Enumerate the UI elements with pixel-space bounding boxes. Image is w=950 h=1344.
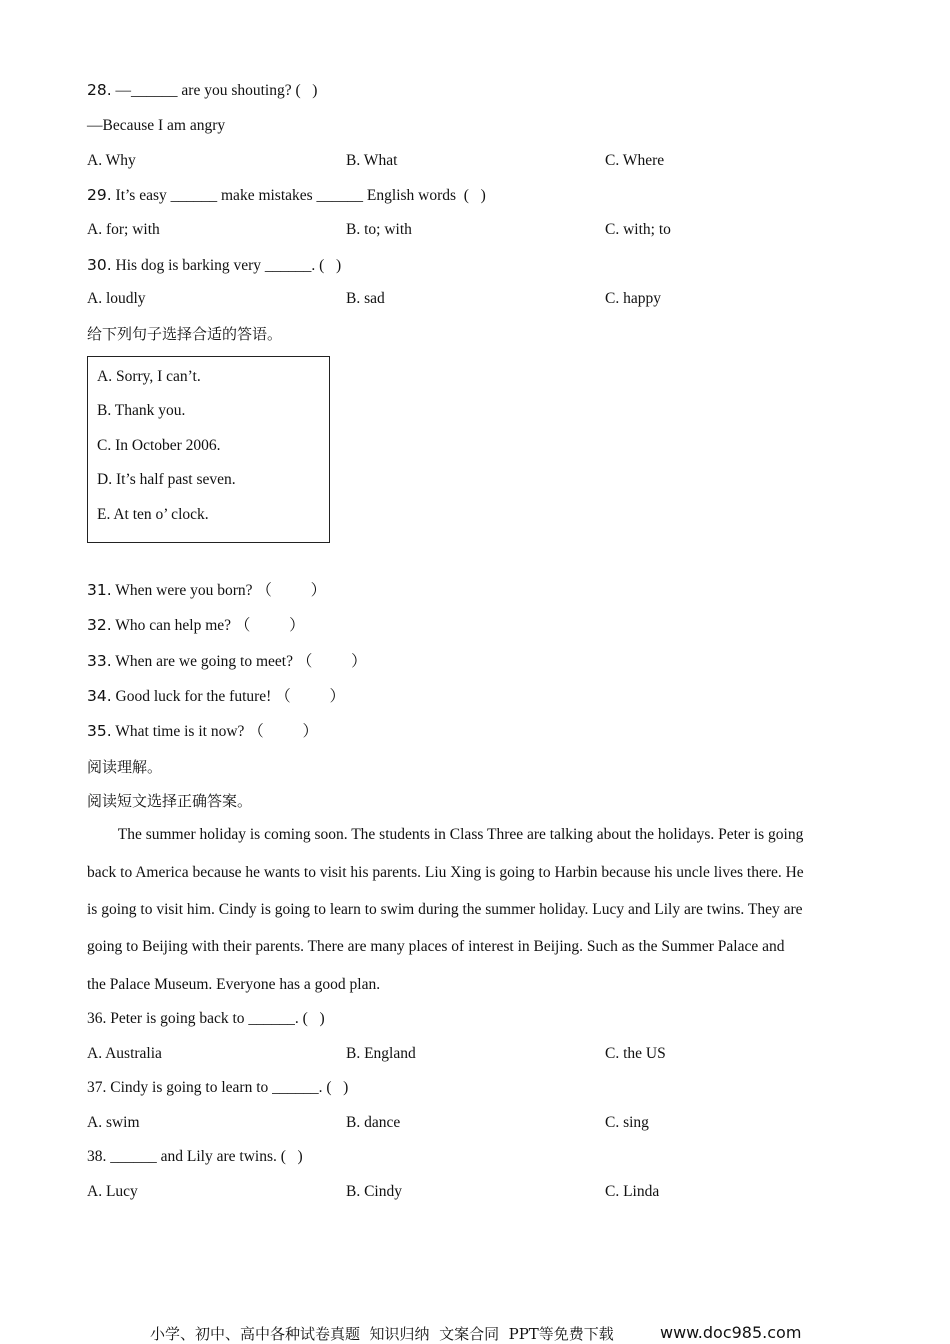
question-28 [87, 80, 317, 101]
question-number: 28. [87, 81, 112, 99]
passage-line: The summer holiday is coming soon. The students in Class Three are talking about the holidays. Peter is going [87, 826, 804, 843]
question-stem: —______ are you shouting? ( ) [111, 82, 318, 99]
question-38: 38. ______ and Lily are twins. ( ) [87, 1148, 303, 1165]
option-a: A. Lucy [87, 1183, 138, 1200]
box-option: A. Sorry, I can’t. [97, 368, 201, 385]
question-stem: When were you born? （ ） [111, 582, 327, 599]
question-number: 34. [87, 687, 112, 705]
option-b: B. Cindy [346, 1183, 402, 1200]
question-stem: Good luck for the future! （ ） [111, 688, 345, 705]
question-36: 36. Peter is going back to ______. ( ) [87, 1010, 325, 1027]
question-35 [87, 721, 318, 742]
question-number: 29. [87, 186, 112, 204]
passage-line: going to Beijing with their parents. There are many places of interest in Beijing. Such as the Summer Palace and [87, 938, 785, 955]
section-subheading-reading: 阅读短文选择正确答案。 [87, 792, 253, 810]
option-b: B. What [346, 152, 398, 169]
passage-line: back to America because he wants to visit his parents. Liu Xing is going to Harbin because his uncle lives there. He [87, 864, 804, 881]
option-c: C. with; to [605, 221, 671, 238]
option-c: C. sing [605, 1114, 649, 1131]
question-stem: What time is it now? （ ） [111, 723, 319, 740]
option-a: A. swim [87, 1114, 140, 1131]
option-a: A. Australia [87, 1045, 162, 1062]
footer-url[interactable]: www.doc985.com [660, 1323, 802, 1342]
passage-line: the Palace Museum. Everyone has a good plan. [87, 976, 381, 993]
option-a: A. for; with [87, 221, 160, 238]
question-stem: His dog is barking very ______. ( ) [111, 257, 342, 274]
question-30 [87, 255, 341, 276]
question-34 [87, 686, 345, 707]
question-stem: Who can help me? （ ） [111, 617, 305, 634]
question-29 [87, 185, 486, 206]
question-number: 30. [87, 256, 112, 274]
question-31 [87, 580, 326, 601]
answer-options-box [87, 356, 330, 543]
question-33 [87, 651, 367, 672]
box-option: B. Thank you. [97, 402, 186, 419]
passage-line: is going to visit him. Cindy is going to learn to swim during the summer holiday. Lucy and Lily are twins. They are [87, 901, 803, 918]
option-b: B. England [346, 1045, 416, 1062]
option-b: B. dance [346, 1114, 401, 1131]
question-number: 31. [87, 581, 112, 599]
question-stem: When are we going to meet? （ ） [111, 653, 367, 670]
footer-text: 小学、初中、高中各种试卷真题 知识归纳 文案合同 PPT等免费下载 [150, 1325, 614, 1343]
option-a: A. Why [87, 152, 136, 169]
box-option: E. At ten o’ clock. [97, 506, 209, 523]
section-heading-match: 给下列句子选择合适的答语。 [87, 325, 283, 343]
question-number: 32. [87, 616, 112, 634]
question-37: 37. Cindy is going to learn to ______. ( ) [87, 1079, 349, 1096]
option-c: C. the US [605, 1045, 666, 1062]
option-b: B. to; with [346, 221, 412, 238]
option-b: B. sad [346, 290, 385, 307]
box-option: C. In October 2006. [97, 437, 221, 454]
option-c: C. happy [605, 290, 661, 307]
option-a: A. loudly [87, 290, 146, 307]
question-32 [87, 615, 305, 636]
section-heading-reading: 阅读理解。 [87, 758, 163, 776]
option-c: C. Linda [605, 1183, 660, 1200]
option-c: C. Where [605, 152, 665, 169]
question-number: 33. [87, 652, 112, 670]
box-option: D. It’s half past seven. [97, 471, 236, 488]
question-28-reply: —Because I am angry [87, 117, 226, 134]
question-stem: It’s easy ______ make mistakes ______ English words ( ) [111, 187, 486, 204]
question-number: 35. [87, 722, 112, 740]
